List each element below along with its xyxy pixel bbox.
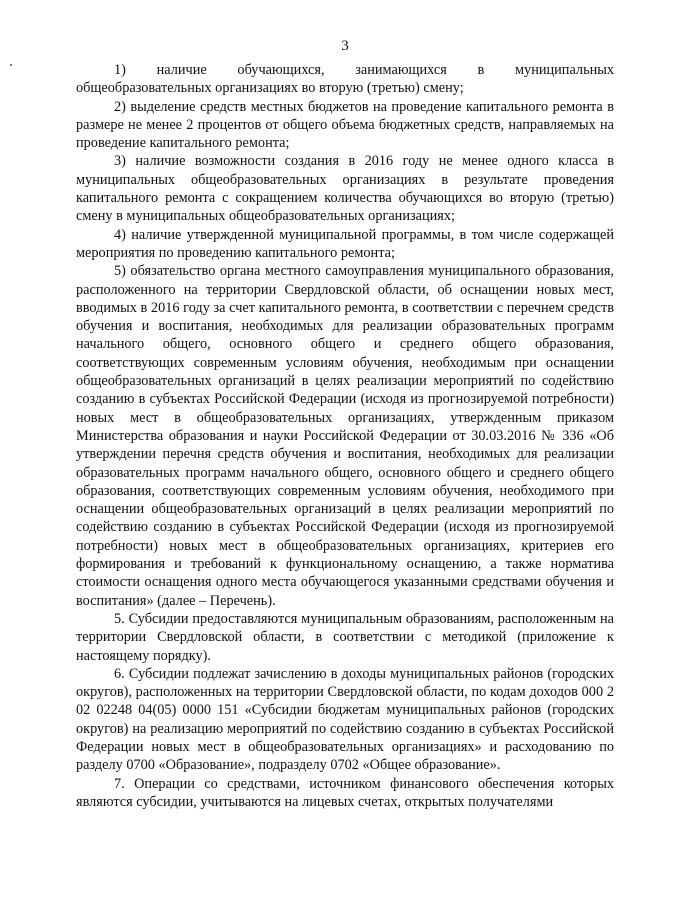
paragraph-item-7: 7. Операции со средствами, источником финансового обеспечения которых являются субсидии, учитываются на лицевых счетах, открытых получателями [76,775,614,810]
paragraph-condition-1: 1) наличие обучающихся, занимающихся в муниципальных общеобразовательных организациях во вторую (третью) смену; [76,62,614,97]
document-body [76,61,614,810]
paragraph-condition-3: 3) наличие возможности создания в 2016 году не менее одного класса в муниципальных общеобразовательных организациях в результате проведения капитального ремонта с сокращением количества обучающихся во вторую (третью) смену в муниципальных общеобразовательных организациях; [76,153,614,225]
paragraph-item-5: 5. Субсидии предоставляются муниципальным образованиям, расположенным на территории Свердловской области, в соответствии с методикой (приложение к настоящему порядку). [76,610,614,664]
paragraph-condition-5: 5) обязательство органа местного самоуправления муниципального образования, расположенного на территории Свердловской области, об оснащении новых мест, вводимых в 2016 году за счет капитального ремонта, в соответствии с перечнем средств обучения и воспитания, необходимых для реализации образовательных программ начального общего, основного общего и среднего общего образования, соответствующих современным условиям обучения, необходимым при оснащении общеобразовательных организаций в целях реализации мероприятий по содействию созданию в субъектах Российской Федерации (исходя из прогнозируемой потребности) новых мест в общеобразовательных организациях, утвержденным приказом Министерства образования и науки Российской Федерации от 30.03.2016 № 336 «Об утверждении перечня средств обучения и воспитания, необходимых для реализации образовательных программ начального общего, основного общего и среднего общего образования, соответствующих современным условиям обучения, необходимого при оснащении общеобразовательных организаций в целях реализации мероприятий по содействию созданию в субъектах Российской Федерации (исходя из прогнозируемой потребности) новых мест в общеобразовательных организациях, критериев его формирования и требований к функциональному оснащению, а также норматива стоимости оснащения одного места обучающегося указанными средствами обучения и воспитания» (далее – Перечень). [76,263,614,609]
paragraph-condition-4: 4) наличие утвержденной муниципальной программы, в том числе содержащей мероприятия по проведению капитального ремонта; [76,226,614,261]
page-number: 3 [341,38,349,54]
scan-speck [10,64,12,66]
paragraph-item-6: 6. Субсидии подлежат зачислению в доходы муниципальных районов (городских округов), расположенных на территории Свердловской области, по кодам доходов 000 2 02 02248 04(05) 0000 151 «Субсидии бюджетам муниципальных районов (городских округов) на реализацию мероприятий по содействию созданию в субъектах Российской Федерации новых мест в общеобразовательных организациях» и расходованию по разделу 0700 «Образование», подразделу 0702 «Общее образование». [76,665,614,774]
paragraph-condition-2: 2) выделение средств местных бюджетов на проведение капитального ремонта в размере не менее 2 процентов от общего объема бюджетных средств, направляемых на проведение капитального ремонта; [76,98,614,152]
